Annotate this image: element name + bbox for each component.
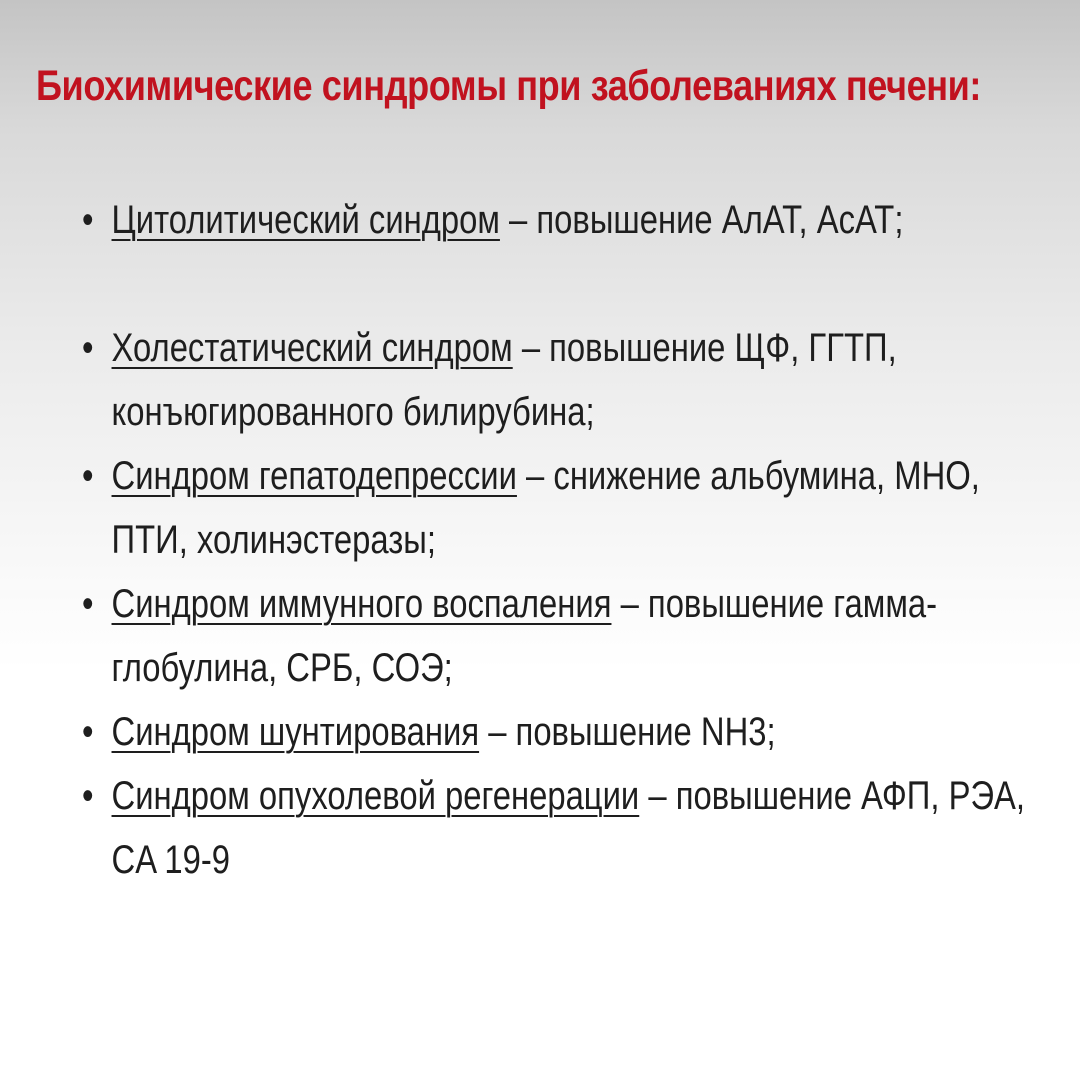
syndrome-description: – повышение NH3;	[479, 710, 776, 754]
list-item-shunting	[82, 700, 1072, 764]
bullet-icon: •	[82, 454, 94, 498]
bullet-icon: •	[82, 582, 94, 626]
list-item-text	[82, 188, 1030, 252]
list-item-cytolytic	[82, 188, 1072, 316]
list-item-text	[82, 700, 1030, 764]
bullet-icon: •	[82, 198, 94, 242]
syndrome-term: Холестатический синдром	[111, 326, 513, 370]
list-item-immune-inflammation	[82, 572, 1072, 700]
syndrome-term: Синдром шунтирования	[111, 710, 480, 754]
list-item-tumor-regeneration	[82, 764, 1072, 892]
syndrome-description: – повышение гамма-глобулина, СРБ, СОЭ;	[111, 582, 938, 690]
syndrome-description: – повышение ЩФ, ГГТП, конъюгированного билирубина;	[111, 326, 897, 434]
list-item-hepatodepression	[82, 444, 1072, 572]
syndrome-term: Синдром опухолевой регенерации	[111, 774, 640, 818]
list-item-text	[82, 764, 1030, 892]
page-title: Биохимические синдромы при заболеваниях печени:	[36, 62, 982, 110]
bullet-icon: •	[82, 710, 94, 754]
list-item-cholestatic	[82, 316, 1072, 444]
list-item-text	[82, 316, 1030, 444]
syndrome-description: – снижение альбумина, МНО, ПТИ, холинэстеразы;	[111, 454, 980, 562]
bullet-icon: •	[82, 774, 94, 818]
bullet-icon: •	[82, 326, 94, 370]
syndrome-description: – повышение АФП, РЭА, CA 19-9	[111, 774, 1026, 882]
list-item-text	[82, 572, 1030, 700]
syndrome-term: Цитолитический синдром	[111, 198, 500, 242]
syndrome-list	[82, 188, 1072, 892]
syndrome-term: Синдром гепатодепрессии	[111, 454, 517, 498]
list-item-text	[82, 444, 1030, 572]
syndrome-term: Синдром иммунного воспаления	[111, 582, 612, 626]
syndrome-description: – повышение АлАТ, АсАТ;	[499, 198, 904, 242]
